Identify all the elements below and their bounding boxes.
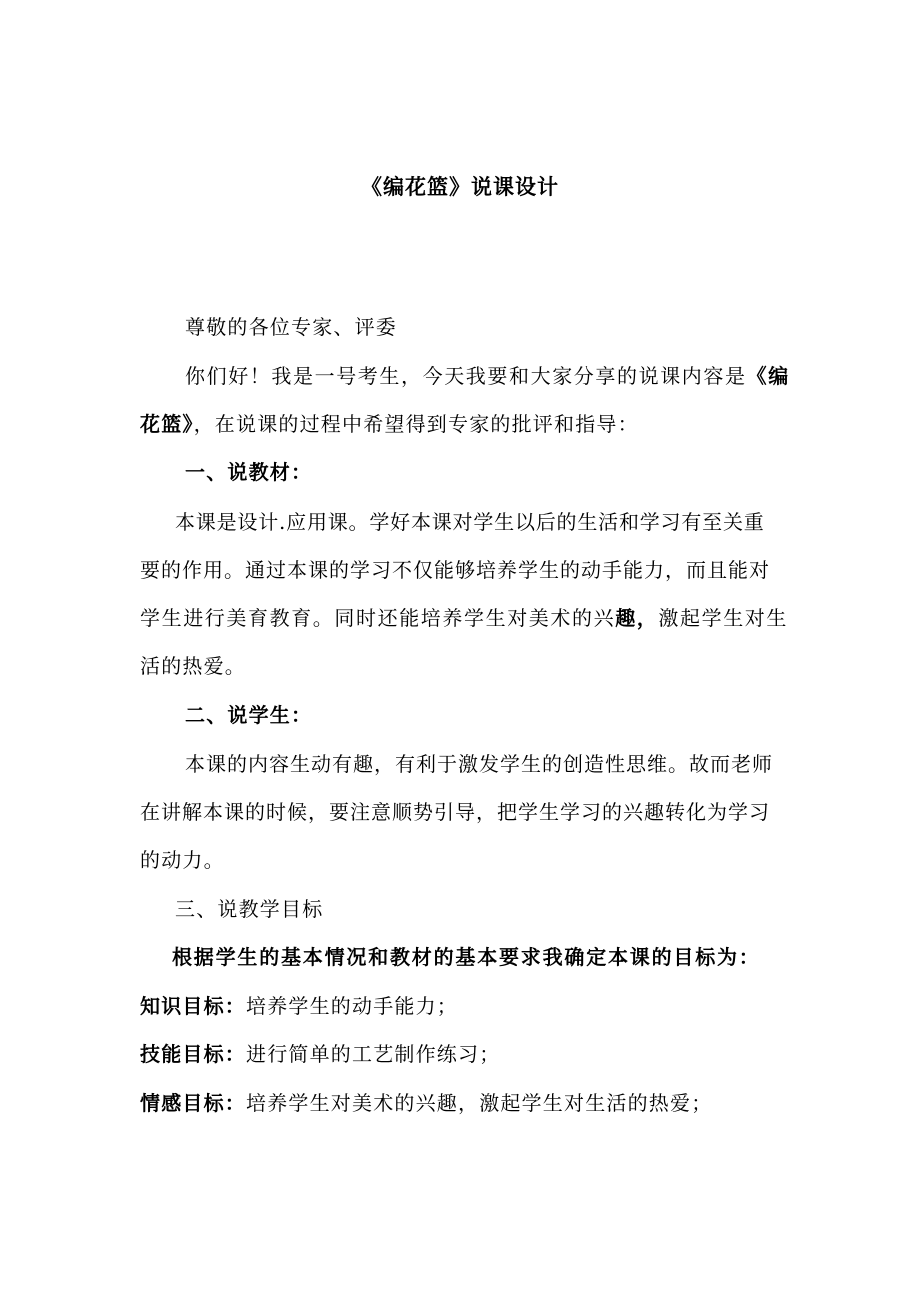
intro-line-1 [185,362,790,390]
textbook-text-3c: 激起学生对生 [658,606,789,630]
section-heading-goals: 三、说教学目标 [175,897,324,921]
goal-knowledge [140,992,458,1020]
textbook-line-2: 要的作用。通过本课的学习不仅能够培养学生的动手能力，而且能对 [140,558,770,582]
goal-emotion-text: 培养学生对美术的兴趣，激起学生对生活的热爱； [246,1091,713,1115]
students-line-1: 本课的内容生动有趣，有利于激发学生的创造性思维。故而老师 [185,752,773,776]
goal-emotion [140,1089,712,1117]
section-heading-textbook: 一、说教材： [185,460,313,484]
intro-title-ref-1: 《编 [746,364,790,388]
goal-skill-text: 进行简单的工艺制作练习； [246,1042,501,1066]
students-line-3: 的动力。 [140,848,225,872]
textbook-line-3 [140,604,788,632]
goals-lead: 根据学生的基本情况和教材的基本要求我确定本课的目标为： [172,945,761,969]
goal-skill-label: 技能目标： [140,1042,246,1066]
goal-emotion-label: 情感目标： [140,1091,246,1115]
textbook-line-4: 活的热爱。 [140,654,246,678]
textbook-text-3a: 学生进行美育教育。同时还能培养学生对美术的兴 [140,606,616,630]
intro-text-2: ，在说课的过程中希望得到专家的批评和指导： [193,412,639,436]
students-line-2: 在讲解本课的时候，要注意顺势引导，把学生学习的兴趣转化为学习 [140,800,770,824]
intro-text-1: 你们好！我是一号考生，今天我要和大家分享的说课内容是 [185,364,747,388]
goal-skill [140,1040,500,1068]
intro-title-ref-2: 花篮》 [140,412,194,436]
textbook-text-3b: 趣， [615,606,659,630]
document-title: 《编花篮》说课设计 [361,174,559,199]
textbook-line-1: 本课是设计.应用课。学好本课对学生以后的生活和学习有至关重 [175,510,765,534]
intro-line-2 [140,410,639,438]
greeting: 尊敬的各位专家、评委 [185,315,397,339]
goal-knowledge-text: 培养学生的动手能力； [246,994,458,1018]
section-heading-students: 二、说学生： [185,703,313,727]
goal-knowledge-label: 知识目标： [140,994,246,1018]
